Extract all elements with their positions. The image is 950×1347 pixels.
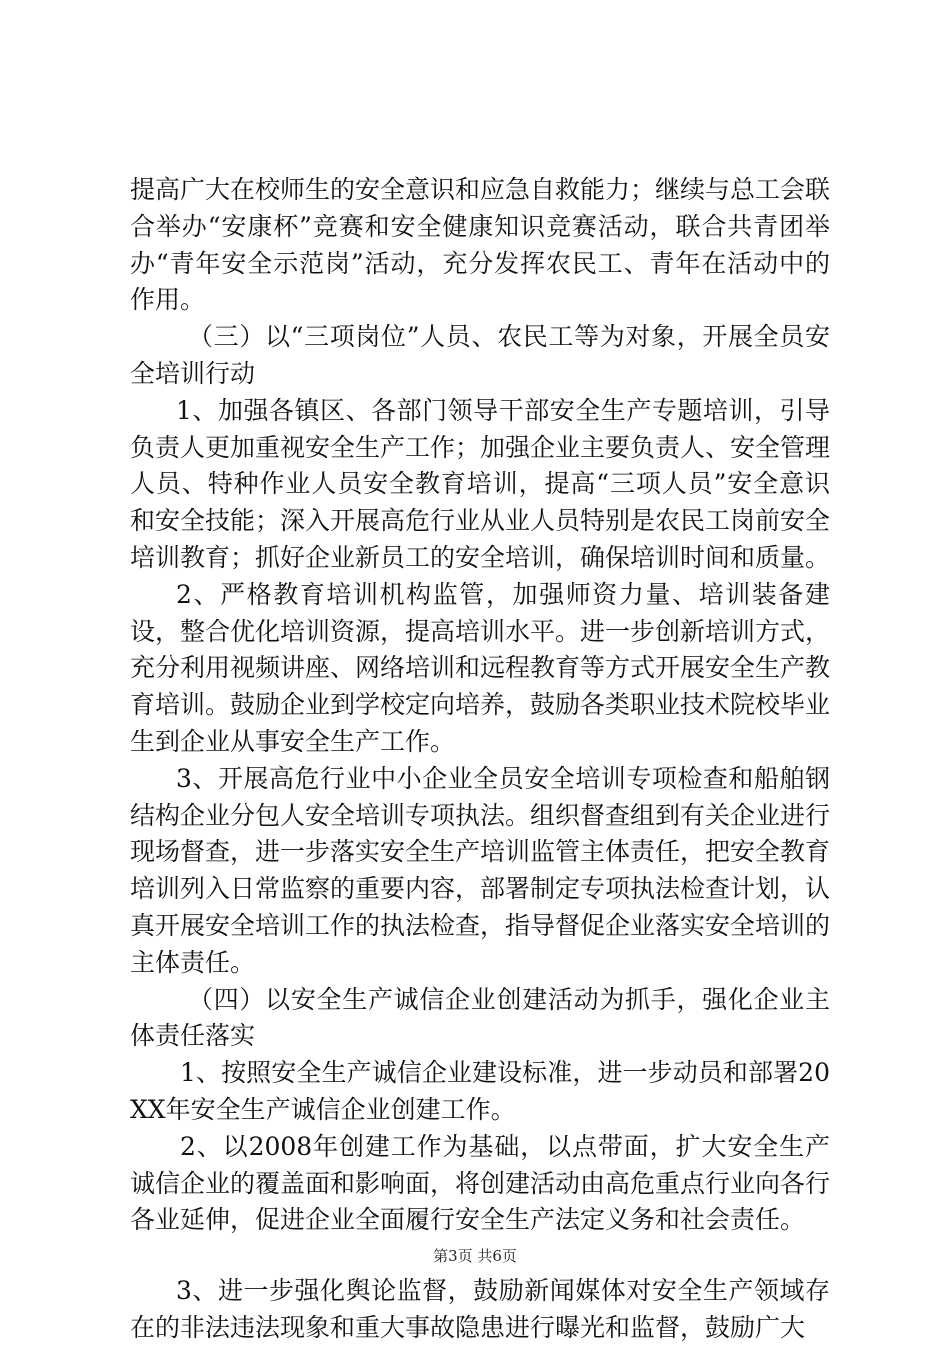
page-number-footer: 第3页 共6页 [433, 1247, 517, 1265]
paragraph-item-3-1: 1、加强各镇区、各部门领导干部安全生产专题培训，引导负责人更加重视安全生产工作；加强企业主要负责人、安全管理人员、特种作业人员安全教育培训，提高“三项人员”安全意识和安全技能；深入开展高危行业从业人员特别是农民工岗前安全培训教育；抓好企业新员工的安全培训，确保培训时间和质量。 [130, 395, 831, 572]
section-heading-3: （三）以“三项岗位”人员、农民工等为对象，开展全员安全培训行动 [130, 322, 830, 388]
section-heading-4: （四）以安全生产诚信企业创建活动为抓手，强化企业主体责任落实 [130, 984, 830, 1051]
paragraph-item-4-1: 1、按照安全生产诚信企业建设标准，进一步动员和部署20XX年安全生产诚信企业创建工作。 [130, 1058, 830, 1124]
paragraph-1: 提高广大在校师生的安全意识和应急自救能力；继续与总工会联合举办“安康杯”竞赛和安全健康知识竞赛活动，联合共青团举办“青年安全示范岗”活动，充分发挥农民工、青年在活动中的作用。 [130, 175, 831, 315]
paragraph-item-4-3: 3、进一步强化舆论监督，鼓励新闻媒体对安全生产领域存在的非法违法现象和重大事故隐患进行曝光和监督，鼓励广大 [130, 1276, 830, 1342]
paragraph-item-3-2: 2、严格教育培训机构监管，加强师资力量、培训装备建设，整合优化培训资源，提高培训水平。进一步创新培训方式，充分利用视频讲座、网络培训和远程教育等方式开展安全生产教育培训。鼓励企业到学校定向培养，鼓励各类职业技术院校毕业生到企业从事安全生产工作。 [130, 579, 831, 756]
paragraph-item-4-2: 2、以2008年创建工作为基础，以点带面，扩大安全生产诚信企业的覆盖面和影响面，将创建活动由高危重点行业向各行各业延伸，促进企业全面履行安全生产法定义务和社会责任。 [130, 1131, 831, 1235]
paragraph-item-3-3: 3、开展高危行业中小企业全员安全培训专项检查和船舶钢结构企业分包人安全培训专项执法。组织督查组到有关企业进行现场督查，进一步落实安全生产培训监管主体责任，把安全教育培训列入日常监察的重要内容，部署制定专项执法检查计划，认真开展安全培训工作的执法检查，指导督促企业落实安全培训的主体责任。 [130, 763, 831, 977]
document-body [130, 172, 830, 1347]
